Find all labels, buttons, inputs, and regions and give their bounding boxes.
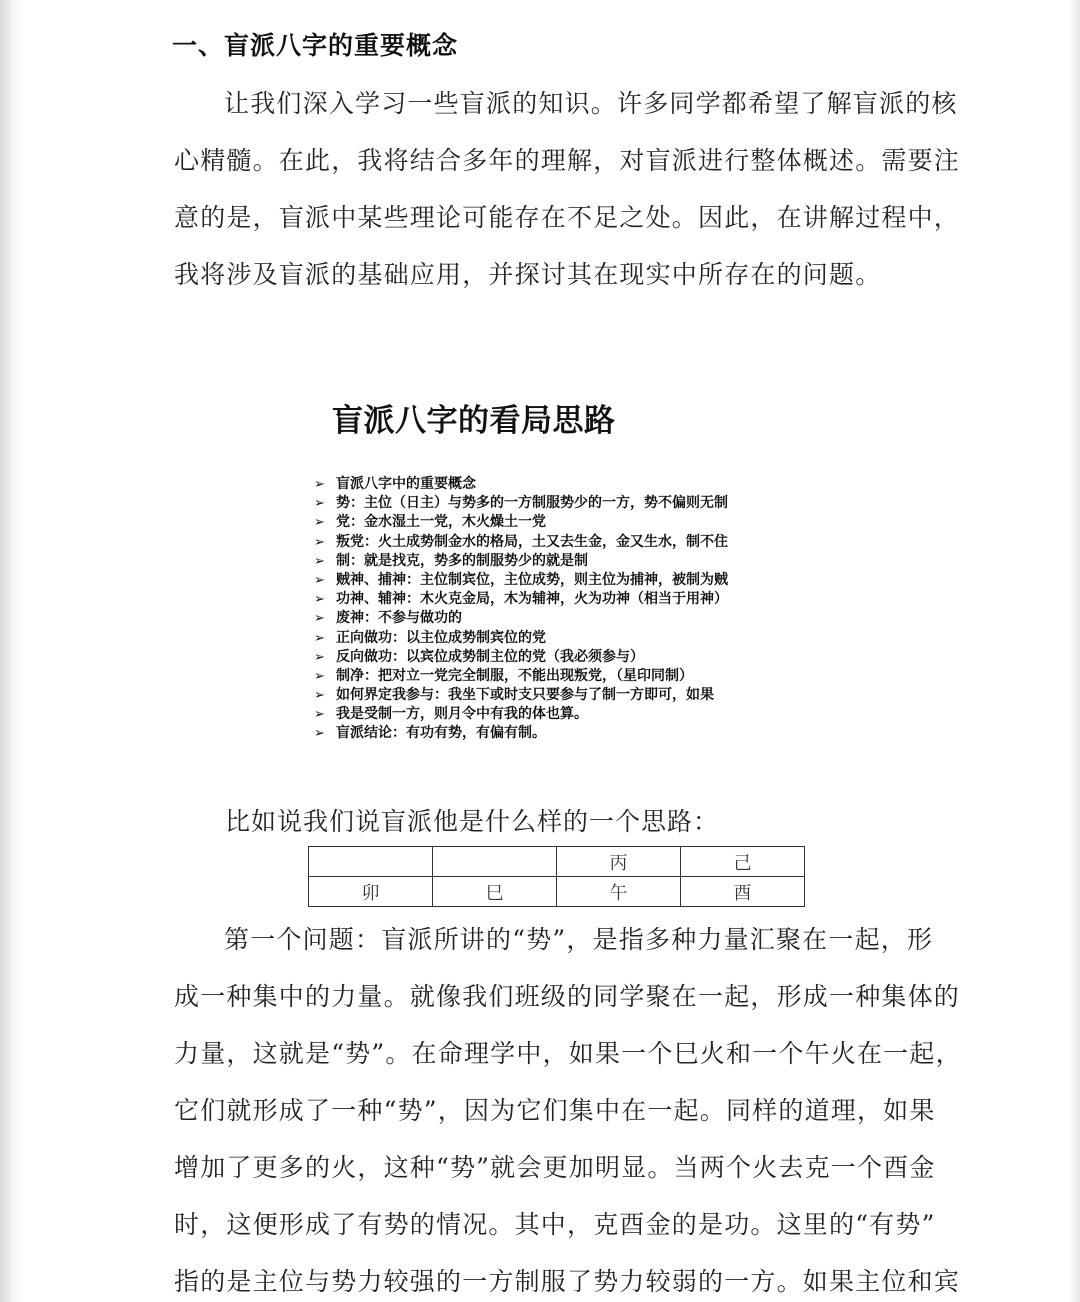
slide-bullet: ➢ 我是受制一方，则月令中有我的体也算。: [314, 705, 728, 724]
arrow-bullet-icon: ➢: [314, 534, 325, 550]
embedded-slide-image: [172, 325, 942, 780]
intro-paragraph-line: 心精髓。在此，我将结合多年的理解，对盲派进行整体概述。需要注: [174, 146, 961, 175]
intro-paragraph-line: 我将涉及盲派的基础应用，并探讨其在现实中所存在的问题。: [174, 260, 882, 289]
table-cell: [433, 847, 557, 877]
section-heading: 一、盲派八字的重要概念: [172, 31, 459, 60]
table-cell: 丙: [557, 847, 681, 877]
table-intro-text: 比如说我们说盲派他是什么样的一个思路：: [225, 807, 720, 836]
arrow-bullet-icon: ➢: [314, 496, 325, 512]
arrow-bullet-icon: ➢: [314, 688, 325, 704]
arrow-bullet-icon: ➢: [314, 572, 325, 588]
slide-bullet: ➢ 正向做功：以主位成势制宾位的党: [314, 629, 728, 648]
arrow-bullet-icon: ➢: [314, 611, 325, 627]
table-cell: 卯: [309, 877, 433, 907]
body-paragraph-line: 第一个问题：盲派所讲的“势”，是指多种力量汇聚在一起，形: [224, 925, 934, 954]
slide-bullet: ➢ 废神：不参与做功的: [314, 609, 728, 628]
arrow-bullet-icon: ➢: [314, 707, 325, 723]
arrow-bullet-icon: ➢: [314, 649, 325, 665]
slide-bullet: ➢ 反向做功：以宾位成势制主位的党（我必须参与）: [314, 648, 728, 667]
table-cell: 己: [681, 847, 805, 877]
slide-bullet: ➢ 功神、辅神：木火克金局，木为辅神，火为功神（相当于用神）: [314, 590, 728, 609]
page-edge-shadow: [0, 0, 22, 1302]
arrow-bullet-icon: ➢: [314, 726, 325, 742]
arrow-bullet-icon: ➢: [314, 668, 325, 684]
table-cell: [309, 847, 433, 877]
page-edge-shadow: [1068, 0, 1080, 1302]
slide-bullet: ➢ 势：主位（日主）与势多的一方制服势少的一方，势不偏则无制: [314, 494, 728, 513]
arrow-bullet-icon: ➢: [314, 553, 325, 569]
intro-paragraph-line: 意的是，盲派中某些理论可能存在不足之处。因此，在讲解过程中，: [174, 203, 961, 232]
slide-bullet: ➢ 党：金水湿土一党，木火燥土一党: [314, 513, 728, 532]
table-cell: 酉: [681, 877, 805, 907]
table-cell: 午: [557, 877, 681, 907]
slide-bullet: ➢ 制：就是找克，势多的制服势少的就是制: [314, 552, 728, 571]
body-paragraph-line: 时，这便形成了有势的情况。其中，克酉金的是功。这里的“有势”: [174, 1210, 936, 1239]
arrow-bullet-icon: ➢: [314, 515, 325, 531]
body-paragraph-line: 成一种集中的力量。就像我们班级的同学聚在一起，形成一种集体的: [174, 982, 961, 1011]
arrow-bullet-icon: ➢: [314, 477, 325, 492]
ganzhi-table: [308, 846, 805, 907]
arrow-bullet-icon: ➢: [314, 630, 325, 646]
body-paragraph-line: 力量，这就是“势”。在命理学中，如果一个巳火和一个午火在一起，: [174, 1039, 962, 1068]
table-cell: 巳: [433, 877, 557, 907]
table-row: [309, 877, 805, 907]
slide-bullet: ➢ 叛党：火土成势制金水的格局，土又去生金，金又生水，制不住: [314, 533, 728, 552]
slide-bullet: ➢ 贼神、捕神：主位制宾位，主位成势，则主位为捕神，被制为贼: [314, 571, 728, 590]
slide-bullet-list: [314, 475, 728, 744]
body-paragraph-line: 指的是主位与势力较强的一方制服了势力较弱的一方。如果主位和宾: [174, 1267, 961, 1296]
slide-title: 盲派八字的看局思路: [332, 403, 616, 439]
arrow-bullet-icon: ➢: [314, 592, 325, 608]
body-paragraph-line: 它们就形成了一种“势”，因为它们集中在一起。同样的道理，如果: [174, 1096, 936, 1125]
table-row: [309, 847, 805, 877]
intro-paragraph-line: 让我们深入学习一些盲派的知识。许多同学都希望了解盲派的核: [224, 89, 958, 118]
slide-bullet: ➢ 如何界定我参与：我坐下或时支只要参与了制一方即可，如果: [314, 686, 728, 705]
slide-bullet: ➢ 制净：把对立一党完全制服，不能出现叛党，（星印同制）: [314, 667, 728, 686]
slide-bullet: ➢ 盲派八字中的重要概念: [314, 475, 728, 494]
body-paragraph-line: 增加了更多的火，这种“势”就会更加明显。当两个火去克一个酉金: [174, 1153, 936, 1182]
slide-bullet: ➢ 盲派结论：有功有势，有偏有制。: [314, 724, 728, 743]
